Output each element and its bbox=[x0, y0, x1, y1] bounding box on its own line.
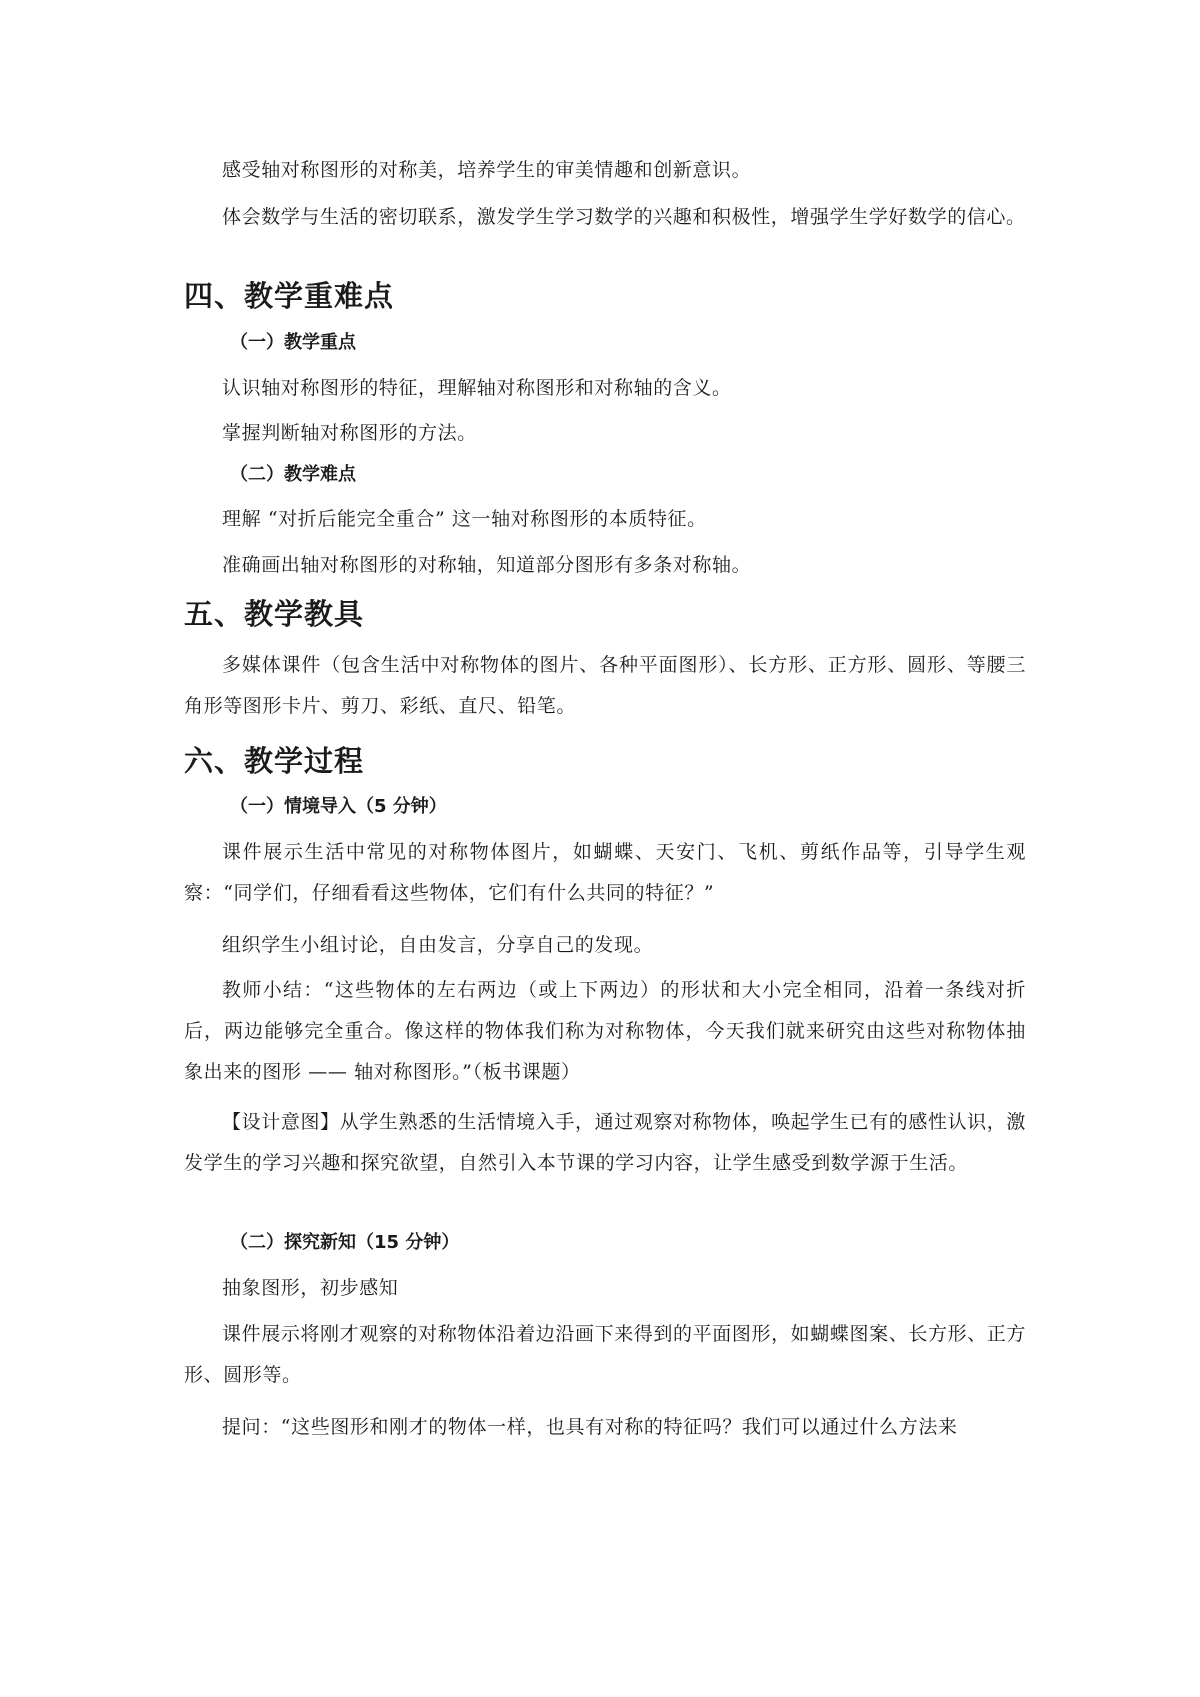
paragraph: 课件展示生活中常见的对称物体图片，如蝴蝶、天安门、飞机、剪纸作品等，引导学生观察：“同学们，仔细看看这些物体，它们有什么共同的特征？” bbox=[184, 841, 1026, 904]
paragraph: 掌握判断轴对称图形的方法。 bbox=[222, 422, 477, 444]
paragraph: 准确画出轴对称图形的对称轴，知道部分图形有多条对称轴。 bbox=[222, 554, 752, 576]
paragraph: 多媒体课件（包含生活中对称物体的图片、各种平面图形）、长方形、正方形、圆形、等腰三角形等图形卡片、剪刀、彩纸、直尺、铅笔。 bbox=[184, 654, 1026, 717]
paragraph: 理解 “对折后能完全重合” 这一轴对称图形的本质特征。 bbox=[222, 508, 707, 530]
subsection-heading: （一）情境导入（5 分钟） bbox=[230, 796, 447, 817]
paragraph: 抽象图形，初步感知 bbox=[222, 1277, 399, 1299]
paragraph: 感受轴对称图形的对称美，培养学生的审美情趣和创新意识。 bbox=[222, 159, 752, 181]
paragraph: 认识轴对称图形的特征，理解轴对称图形和对称轴的含义。 bbox=[222, 377, 732, 399]
subsection-heading: （一）教学重点 bbox=[230, 332, 356, 353]
section-heading: 六、教学过程 bbox=[184, 744, 365, 778]
paragraph: 教师小结：“这些物体的左右两边（或上下两边）的形状和大小完全相同，沿着一条线对折后，两边能够完全重合。像这样的物体我们称为对称物体，今天我们就来研究由这些对称物体抽象出来的图形 —— 轴对称图形。”（板书课题） bbox=[184, 979, 1026, 1083]
subsection-heading: （二）探究新知（15 分钟） bbox=[230, 1232, 460, 1253]
subsection-heading: （二）教学难点 bbox=[230, 464, 356, 485]
paragraph: 体会数学与生活的密切联系，激发学生学习数学的兴趣和积极性，增强学生学好数学的信心。 bbox=[222, 206, 1026, 228]
paragraph: 组织学生小组讨论，自由发言，分享自己的发现。 bbox=[222, 934, 654, 956]
paragraph: 【设计意图】从学生熟悉的生活情境入手，通过观察对称物体，唤起学生已有的感性认识，激发学生的学习兴趣和探究欲望，自然引入本节课的学习内容，让学生感受到数学源于生活。 bbox=[184, 1111, 1026, 1174]
paragraph: 提问：“这些图形和刚才的物体一样，也具有对称的特征吗？我们可以通过什么方法来 bbox=[222, 1416, 958, 1438]
paragraph: 课件展示将刚才观察的对称物体沿着边沿画下来得到的平面图形，如蝴蝶图案、长方形、正方形、圆形等。 bbox=[184, 1323, 1026, 1386]
section-heading: 四、教学重难点 bbox=[184, 279, 395, 313]
section-heading: 五、教学教具 bbox=[184, 597, 365, 631]
